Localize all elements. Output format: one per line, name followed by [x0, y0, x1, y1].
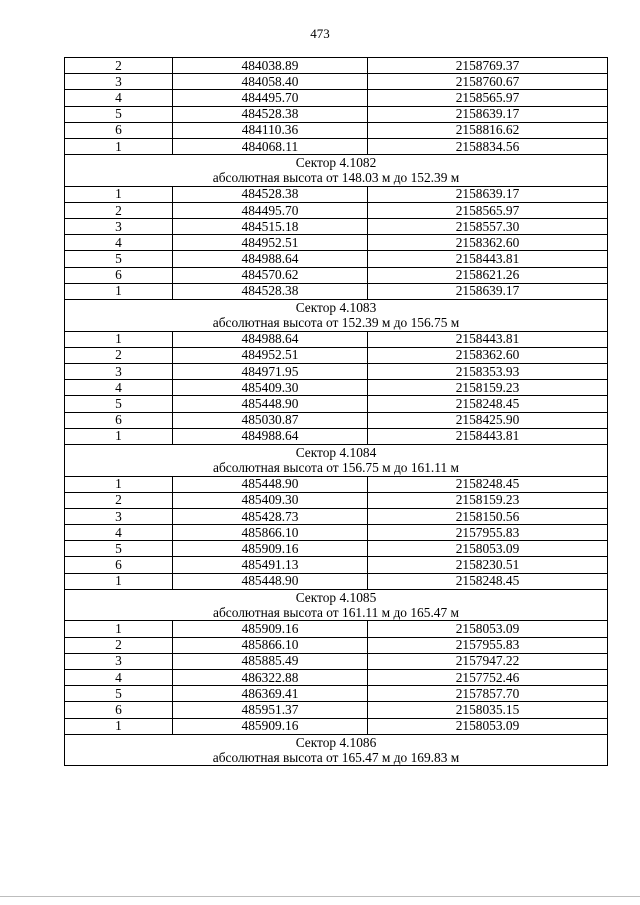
y-coordinate-cell: 2157857.70 — [368, 686, 608, 702]
point-number-cell: 4 — [65, 670, 173, 686]
sector-header-cell — [65, 155, 608, 187]
y-coordinate-cell: 2158053.09 — [368, 621, 608, 637]
point-number-cell: 3 — [65, 508, 173, 524]
y-coordinate-cell: 2158443.81 — [368, 251, 608, 267]
point-number-cell: 4 — [65, 235, 173, 251]
y-coordinate-cell: 2158053.09 — [368, 718, 608, 734]
y-coordinate-cell: 2158425.90 — [368, 412, 608, 428]
y-coordinate-cell: 2157947.22 — [368, 653, 608, 669]
point-number-cell: 6 — [65, 702, 173, 718]
y-coordinate-cell: 2158565.97 — [368, 90, 608, 106]
point-number-cell: 1 — [65, 621, 173, 637]
table-row — [65, 90, 608, 106]
x-coordinate-cell: 484570.62 — [173, 267, 368, 283]
y-coordinate-cell: 2158053.09 — [368, 541, 608, 557]
y-coordinate-cell: 2158621.26 — [368, 267, 608, 283]
y-coordinate-cell: 2158035.15 — [368, 702, 608, 718]
x-coordinate-cell: 485909.16 — [173, 621, 368, 637]
table-row — [65, 525, 608, 541]
x-coordinate-cell: 484515.18 — [173, 219, 368, 235]
table-row — [65, 138, 608, 154]
sector-header-row — [65, 589, 608, 621]
x-coordinate-cell: 485409.30 — [173, 380, 368, 396]
table-row — [65, 670, 608, 686]
sector-title: Сектор 4.1083 — [295, 300, 377, 316]
x-coordinate-cell: 484988.64 — [173, 428, 368, 444]
x-coordinate-cell: 485030.87 — [173, 412, 368, 428]
point-number-cell: 1 — [65, 283, 173, 299]
table-row — [65, 347, 608, 363]
point-number-cell: 2 — [65, 202, 173, 218]
y-coordinate-cell: 2158159.23 — [368, 492, 608, 508]
y-coordinate-cell: 2158353.93 — [368, 364, 608, 380]
coordinates-table — [64, 57, 608, 766]
x-coordinate-cell: 486322.88 — [173, 670, 368, 686]
table-row — [65, 364, 608, 380]
x-coordinate-cell: 485866.10 — [173, 637, 368, 653]
table-row — [65, 476, 608, 492]
point-number-cell: 3 — [65, 219, 173, 235]
sector-header-cell — [65, 444, 608, 476]
table-row — [65, 637, 608, 653]
coordinates-table-body — [65, 58, 608, 766]
point-number-cell: 3 — [65, 364, 173, 380]
table-row — [65, 202, 608, 218]
sector-altitude: абсолютная высота от 165.47 м до 169.83 м — [212, 750, 460, 766]
y-coordinate-cell: 2158362.60 — [368, 347, 608, 363]
y-coordinate-cell: 2158639.17 — [368, 106, 608, 122]
x-coordinate-cell: 484528.38 — [173, 283, 368, 299]
scan-edge-line — [0, 896, 640, 897]
y-coordinate-cell: 2158150.56 — [368, 508, 608, 524]
point-number-cell: 4 — [65, 380, 173, 396]
table-row — [65, 106, 608, 122]
y-coordinate-cell: 2158362.60 — [368, 235, 608, 251]
sector-header-row — [65, 300, 608, 332]
point-number-cell: 1 — [65, 718, 173, 734]
point-number-cell: 6 — [65, 122, 173, 138]
y-coordinate-cell: 2158816.62 — [368, 122, 608, 138]
y-coordinate-cell: 2158565.97 — [368, 202, 608, 218]
sector-header-cell — [65, 300, 608, 332]
sector-title: Сектор 4.1086 — [295, 735, 377, 751]
y-coordinate-cell: 2157955.83 — [368, 637, 608, 653]
table-row — [65, 653, 608, 669]
point-number-cell: 2 — [65, 347, 173, 363]
point-number-cell: 5 — [65, 396, 173, 412]
table-row — [65, 686, 608, 702]
y-coordinate-cell: 2158443.81 — [368, 428, 608, 444]
x-coordinate-cell: 484528.38 — [173, 106, 368, 122]
point-number-cell: 2 — [65, 492, 173, 508]
table-row — [65, 74, 608, 90]
y-coordinate-cell: 2158159.23 — [368, 380, 608, 396]
point-number-cell: 2 — [65, 58, 173, 74]
x-coordinate-cell: 484971.95 — [173, 364, 368, 380]
point-number-cell: 6 — [65, 267, 173, 283]
sector-header-cell — [65, 589, 608, 621]
point-number-cell: 1 — [65, 186, 173, 202]
y-coordinate-cell: 2158248.45 — [368, 396, 608, 412]
x-coordinate-cell: 484110.36 — [173, 122, 368, 138]
sector-header-row — [65, 734, 608, 766]
point-number-cell: 3 — [65, 653, 173, 669]
y-coordinate-cell: 2158230.51 — [368, 557, 608, 573]
x-coordinate-cell: 484528.38 — [173, 186, 368, 202]
point-number-cell: 1 — [65, 331, 173, 347]
x-coordinate-cell: 484952.51 — [173, 235, 368, 251]
y-coordinate-cell: 2158248.45 — [368, 573, 608, 589]
y-coordinate-cell: 2157955.83 — [368, 525, 608, 541]
table-row — [65, 557, 608, 573]
sector-header-cell — [65, 734, 608, 766]
point-number-cell: 1 — [65, 138, 173, 154]
page-number: 473 — [310, 26, 330, 41]
table-row — [65, 331, 608, 347]
table-row — [65, 186, 608, 202]
y-coordinate-cell: 2158557.30 — [368, 219, 608, 235]
sector-title: Сектор 4.1082 — [295, 155, 377, 171]
x-coordinate-cell: 486369.41 — [173, 686, 368, 702]
y-coordinate-cell: 2158834.56 — [368, 138, 608, 154]
x-coordinate-cell: 485491.13 — [173, 557, 368, 573]
y-coordinate-cell: 2158769.37 — [368, 58, 608, 74]
point-number-cell: 5 — [65, 541, 173, 557]
x-coordinate-cell: 485909.16 — [173, 541, 368, 557]
table-row — [65, 251, 608, 267]
table-row — [65, 621, 608, 637]
table-row — [65, 396, 608, 412]
x-coordinate-cell: 484495.70 — [173, 90, 368, 106]
y-coordinate-cell: 2158248.45 — [368, 476, 608, 492]
table-row — [65, 122, 608, 138]
sector-header-row — [65, 155, 608, 187]
y-coordinate-cell: 2158443.81 — [368, 331, 608, 347]
table-row — [65, 58, 608, 74]
point-number-cell: 5 — [65, 686, 173, 702]
y-coordinate-cell: 2158639.17 — [368, 186, 608, 202]
x-coordinate-cell: 484952.51 — [173, 347, 368, 363]
sector-header-row — [65, 444, 608, 476]
point-number-cell: 1 — [65, 428, 173, 444]
x-coordinate-cell: 485951.37 — [173, 702, 368, 718]
x-coordinate-cell: 485909.16 — [173, 718, 368, 734]
x-coordinate-cell: 485428.73 — [173, 508, 368, 524]
x-coordinate-cell: 484495.70 — [173, 202, 368, 218]
x-coordinate-cell: 484068.11 — [173, 138, 368, 154]
x-coordinate-cell: 485885.49 — [173, 653, 368, 669]
x-coordinate-cell: 484058.40 — [173, 74, 368, 90]
x-coordinate-cell: 485448.90 — [173, 396, 368, 412]
table-row — [65, 541, 608, 557]
x-coordinate-cell: 484988.64 — [173, 251, 368, 267]
point-number-cell: 6 — [65, 557, 173, 573]
table-row — [65, 412, 608, 428]
point-number-cell: 4 — [65, 525, 173, 541]
x-coordinate-cell: 485448.90 — [173, 573, 368, 589]
point-number-cell: 1 — [65, 476, 173, 492]
point-number-cell: 6 — [65, 412, 173, 428]
sector-altitude: абсолютная высота от 148.03 м до 152.39 м — [212, 170, 460, 186]
point-number-cell: 1 — [65, 573, 173, 589]
x-coordinate-cell: 484988.64 — [173, 331, 368, 347]
y-coordinate-cell: 2158760.67 — [368, 74, 608, 90]
table-row — [65, 267, 608, 283]
table-row — [65, 508, 608, 524]
point-number-cell: 3 — [65, 74, 173, 90]
table-row — [65, 702, 608, 718]
table-row — [65, 718, 608, 734]
point-number-cell: 4 — [65, 90, 173, 106]
point-number-cell: 5 — [65, 106, 173, 122]
sector-altitude: абсолютная высота от 156.75 м до 161.11 м — [213, 460, 459, 476]
table-row — [65, 380, 608, 396]
point-number-cell: 2 — [65, 637, 173, 653]
y-coordinate-cell: 2157752.46 — [368, 670, 608, 686]
sector-altitude: абсолютная высота от 152.39 м до 156.75 м — [212, 315, 460, 331]
y-coordinate-cell: 2158639.17 — [368, 283, 608, 299]
table-row — [65, 492, 608, 508]
table-row — [65, 428, 608, 444]
table-row — [65, 235, 608, 251]
table-row — [65, 573, 608, 589]
sector-title: Сектор 4.1085 — [295, 590, 377, 606]
x-coordinate-cell: 485409.30 — [173, 492, 368, 508]
sector-title: Сектор 4.1084 — [295, 445, 377, 461]
table-row — [65, 283, 608, 299]
x-coordinate-cell: 484038.89 — [173, 58, 368, 74]
table-row — [65, 219, 608, 235]
x-coordinate-cell: 485448.90 — [173, 476, 368, 492]
x-coordinate-cell: 485866.10 — [173, 525, 368, 541]
point-number-cell: 5 — [65, 251, 173, 267]
sector-altitude: абсолютная высота от 161.11 м до 165.47 м — [213, 605, 459, 621]
